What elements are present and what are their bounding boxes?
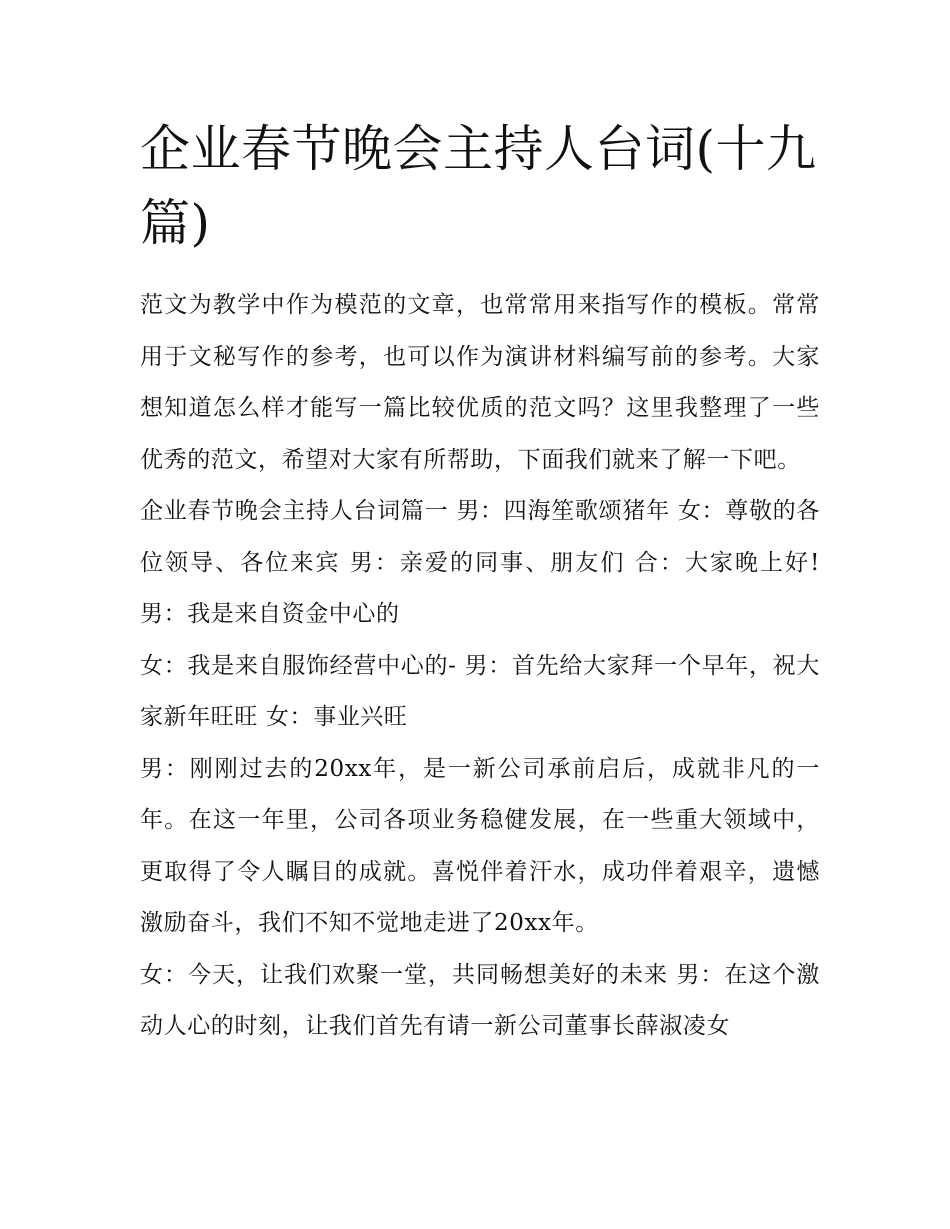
document-body [140, 280, 820, 1053]
paragraph-script-review: 男：刚刚过去的20xx年，是一新公司承前启后，成就非凡的一年。在这一年里，公司各项业务稳健发展，在一些重大领域中，更取得了令人瞩目的成就。喜悦伴着汗水，成功伴着艰辛，遗憾激励奋斗，我们不知不觉地走进了20xx年。 [140, 755, 820, 936]
paragraph-script-greeting: 女：我是来自服饰经营中心的- 男：首先给大家拜一个早年，祝大家新年旺旺 女：事业兴旺 [140, 652, 820, 730]
paragraph-script-invitation: 女：今天，让我们欢聚一堂，共同畅想美好的未来 男：在这个激动人心的时刻，让我们首先有请一新公司董事长薛淑凌女 [140, 961, 820, 1039]
paragraph-intro: 范文为教学中作为模范的文章，也常常用来指写作的模板。常常用于文秘写作的参考，也可以作为演讲材料编写前的参考。大家想知道怎么样才能写一篇比较优质的范文吗？这里我整理了一些优秀的范文，希望对大家有所帮助，下面我们就来了解一下吧。 [140, 292, 820, 473]
document-title: 企业春节晚会主持人台词(十九篇) [140, 120, 817, 252]
paragraph-script-opening: 企业春节晚会主持人台词篇一 男：四海笙歌颂猪年 女：尊敬的各位领导、各位来宾 男：亲爱的同事、朋友们 合：大家晚上好! 男：我是来自资金中心的 [140, 498, 820, 627]
